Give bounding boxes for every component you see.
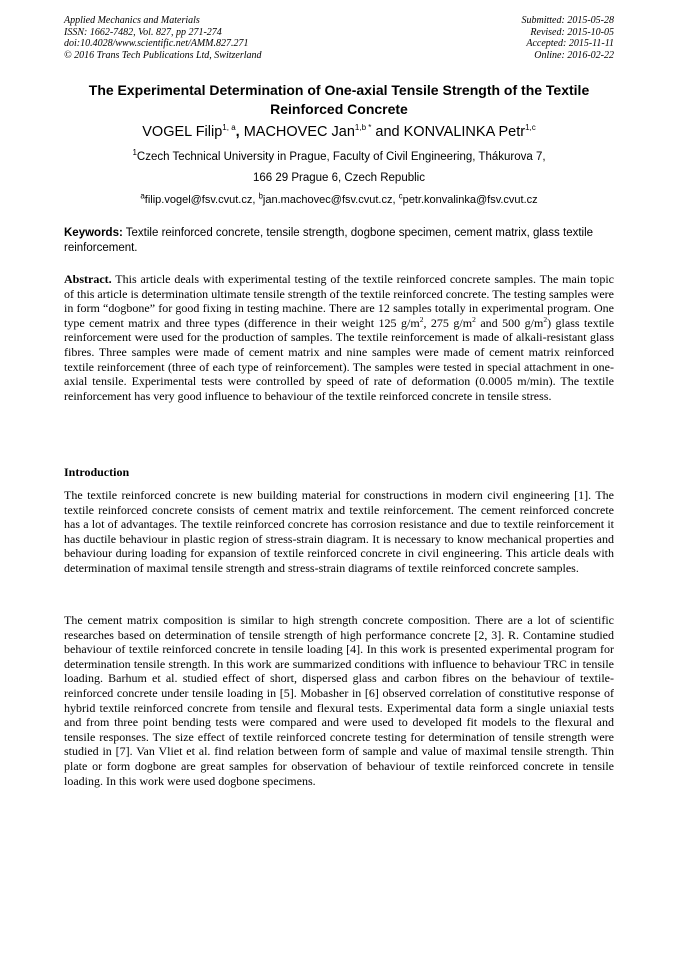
affiliation-line-1	[40, 150, 638, 164]
section-heading-introduction: Introduction	[64, 465, 130, 479]
date-online: Online: 2016-02-22	[534, 49, 614, 61]
author-affiliation-mark: 1, a	[222, 123, 236, 133]
author-name: MACHOVEC Jan	[243, 124, 355, 140]
journal-copyright: © 2016 Trans Tech Publications Ltd, Switzerland	[64, 49, 262, 61]
date-submitted: Submitted: 2015-05-28	[521, 15, 614, 26]
abstract-paragraph	[64, 272, 614, 403]
affiliation-mark: 1	[132, 148, 137, 158]
superscript: 2	[543, 314, 548, 324]
superscript: 2	[419, 314, 424, 324]
email-mark: a	[140, 191, 145, 201]
author-separator: ,	[235, 124, 244, 140]
affiliation-line-2: 166 29 Prague 6, Czech Republic	[253, 172, 425, 184]
abstract-text: This article deals with experimental testing of the textile reinforced concrete samples. The main topic of this article is determination ultimate tensile strength of the textile reinforced concrete. The testing samples were in form “dogbone” for good fixing in testing machine. There are 12 samples totally in experimental program. One type cement matrix and three types (difference in their weight 125 g/m	[64, 272, 614, 330]
introduction-paragraph-2: The cement matrix composition is similar to high strength concrete composition. There are a lot of scientific researches based on determination of tensile strength of high performance concrete [2, 3]. R. Contamine studied behaviour of textile reinforced concrete in tensile loading [4]. In this work is presented experimental program for determination tensile strength. In this work are summarized conditions with influence to behaviour TRC in tensile loading. Barhum et al. studied effect of short, dispersed glass and carbon fibres on the behaviour of textile-reinforced concrete under tensile loading in [5]. Mobasher in [6] observed correlation of constitutive response of hybrid textile reinforced concrete from tensile and flexural tests. Experimental data form a single uniaxial tests and from three point bending tests were compared and were used to developed fit models to the flexural and tensile responses. The size effect of textile reinforced concrete testing for determination of tensile strength were studied in [7]. Van Vliet et al. find relation between form of sample and value of maximal tensile strength. Thin plate or form dogbone are great samples for observation of behaviour of textile reinforced concrete in tensile loading. In this work were used dogbone specimens.	[64, 613, 614, 788]
author-separator: and	[375, 124, 404, 140]
submission-dates	[522, 15, 615, 61]
email-mark: b	[258, 191, 263, 201]
abstract-text: ) glass textile reinforcement were used for the production of samples. The textile reinforcement is made of alkali-resistant glass fibres. Three samples were made of cement matrix and nine samples were made of cement matrix reinforced textile reinforcement (three of each type of reinforcement). The samples were tested in special attachment in one-axial tensile. Experimental tests were controlled by speed of rate of deformation (0.0005 m/min). The textile reinforcement has very good influence to behaviour of the textile reinforced concrete in tensile stress.	[64, 315, 615, 403]
journal-name: Applied Mechanics and Materials	[64, 15, 200, 26]
paper-title: The Experimental Determination of One-axial Tensile Strength of the Textile Reinforced Concrete	[88, 82, 590, 117]
journal-doi: doi:10.4028/www.scientific.net/AMM.827.271	[64, 38, 249, 50]
author-affiliation-mark: 1,b *	[354, 123, 372, 133]
journal-issn: ISSN: 1662-7482, Vol. 827, pp 271-274	[64, 26, 222, 38]
author-list	[40, 122, 638, 142]
abstract-text: , 275 g/m	[423, 315, 473, 330]
author-emails	[30, 193, 648, 207]
affiliation-text: Czech Technical University in Prague, Faculty of Civil Engineering, Thákurova 7,	[136, 151, 546, 163]
email-link: petr.konvalinka@fsv.cvut.cz	[402, 194, 538, 206]
author-affiliation-mark: 1,c	[525, 123, 536, 133]
abstract-text: and 500 g/m	[475, 315, 544, 330]
author-name: KONVALINKA Petr	[403, 124, 526, 140]
keywords-text: Textile reinforced concrete, tensile strength, dogbone specimen, cement matrix, glass textile reinforcement.	[64, 227, 594, 254]
introduction-paragraph-1: The textile reinforced concrete is new building material for constructions in modern civil engineering [1]. The textile reinforced concrete consists of cement matrix and textile reinforcement. The cement reinforced concrete has a lot of advantages. The textile reinforced concrete has corrosion resistance and due to textile reinforcement it has ductile behaviour in plastic region of stress-strain diagram. It is necessary to know mechanical properties and behaviour during loading for expansion of textile reinforced concrete in civil engineering. This article deals with determination of maximal tensile strength and stress-strain diagrams of textile reinforced concrete samples.	[64, 488, 614, 575]
journal-info	[64, 15, 262, 61]
superscript: 2	[472, 314, 476, 324]
keywords-label: Keywords:	[64, 227, 123, 239]
email-mark: c	[398, 191, 403, 201]
abstract-label: Abstract.	[64, 272, 112, 286]
email-link: jan.machovec@fsv.cvut.cz,	[262, 194, 399, 206]
date-revised: Revised: 2015-10-05	[530, 26, 614, 38]
email-link: filip.vogel@fsv.cvut.cz,	[144, 194, 259, 206]
date-accepted: Accepted: 2015-11-11	[526, 38, 614, 50]
author-name: VOGEL Filip	[142, 124, 223, 140]
keywords-paragraph	[64, 226, 614, 255]
